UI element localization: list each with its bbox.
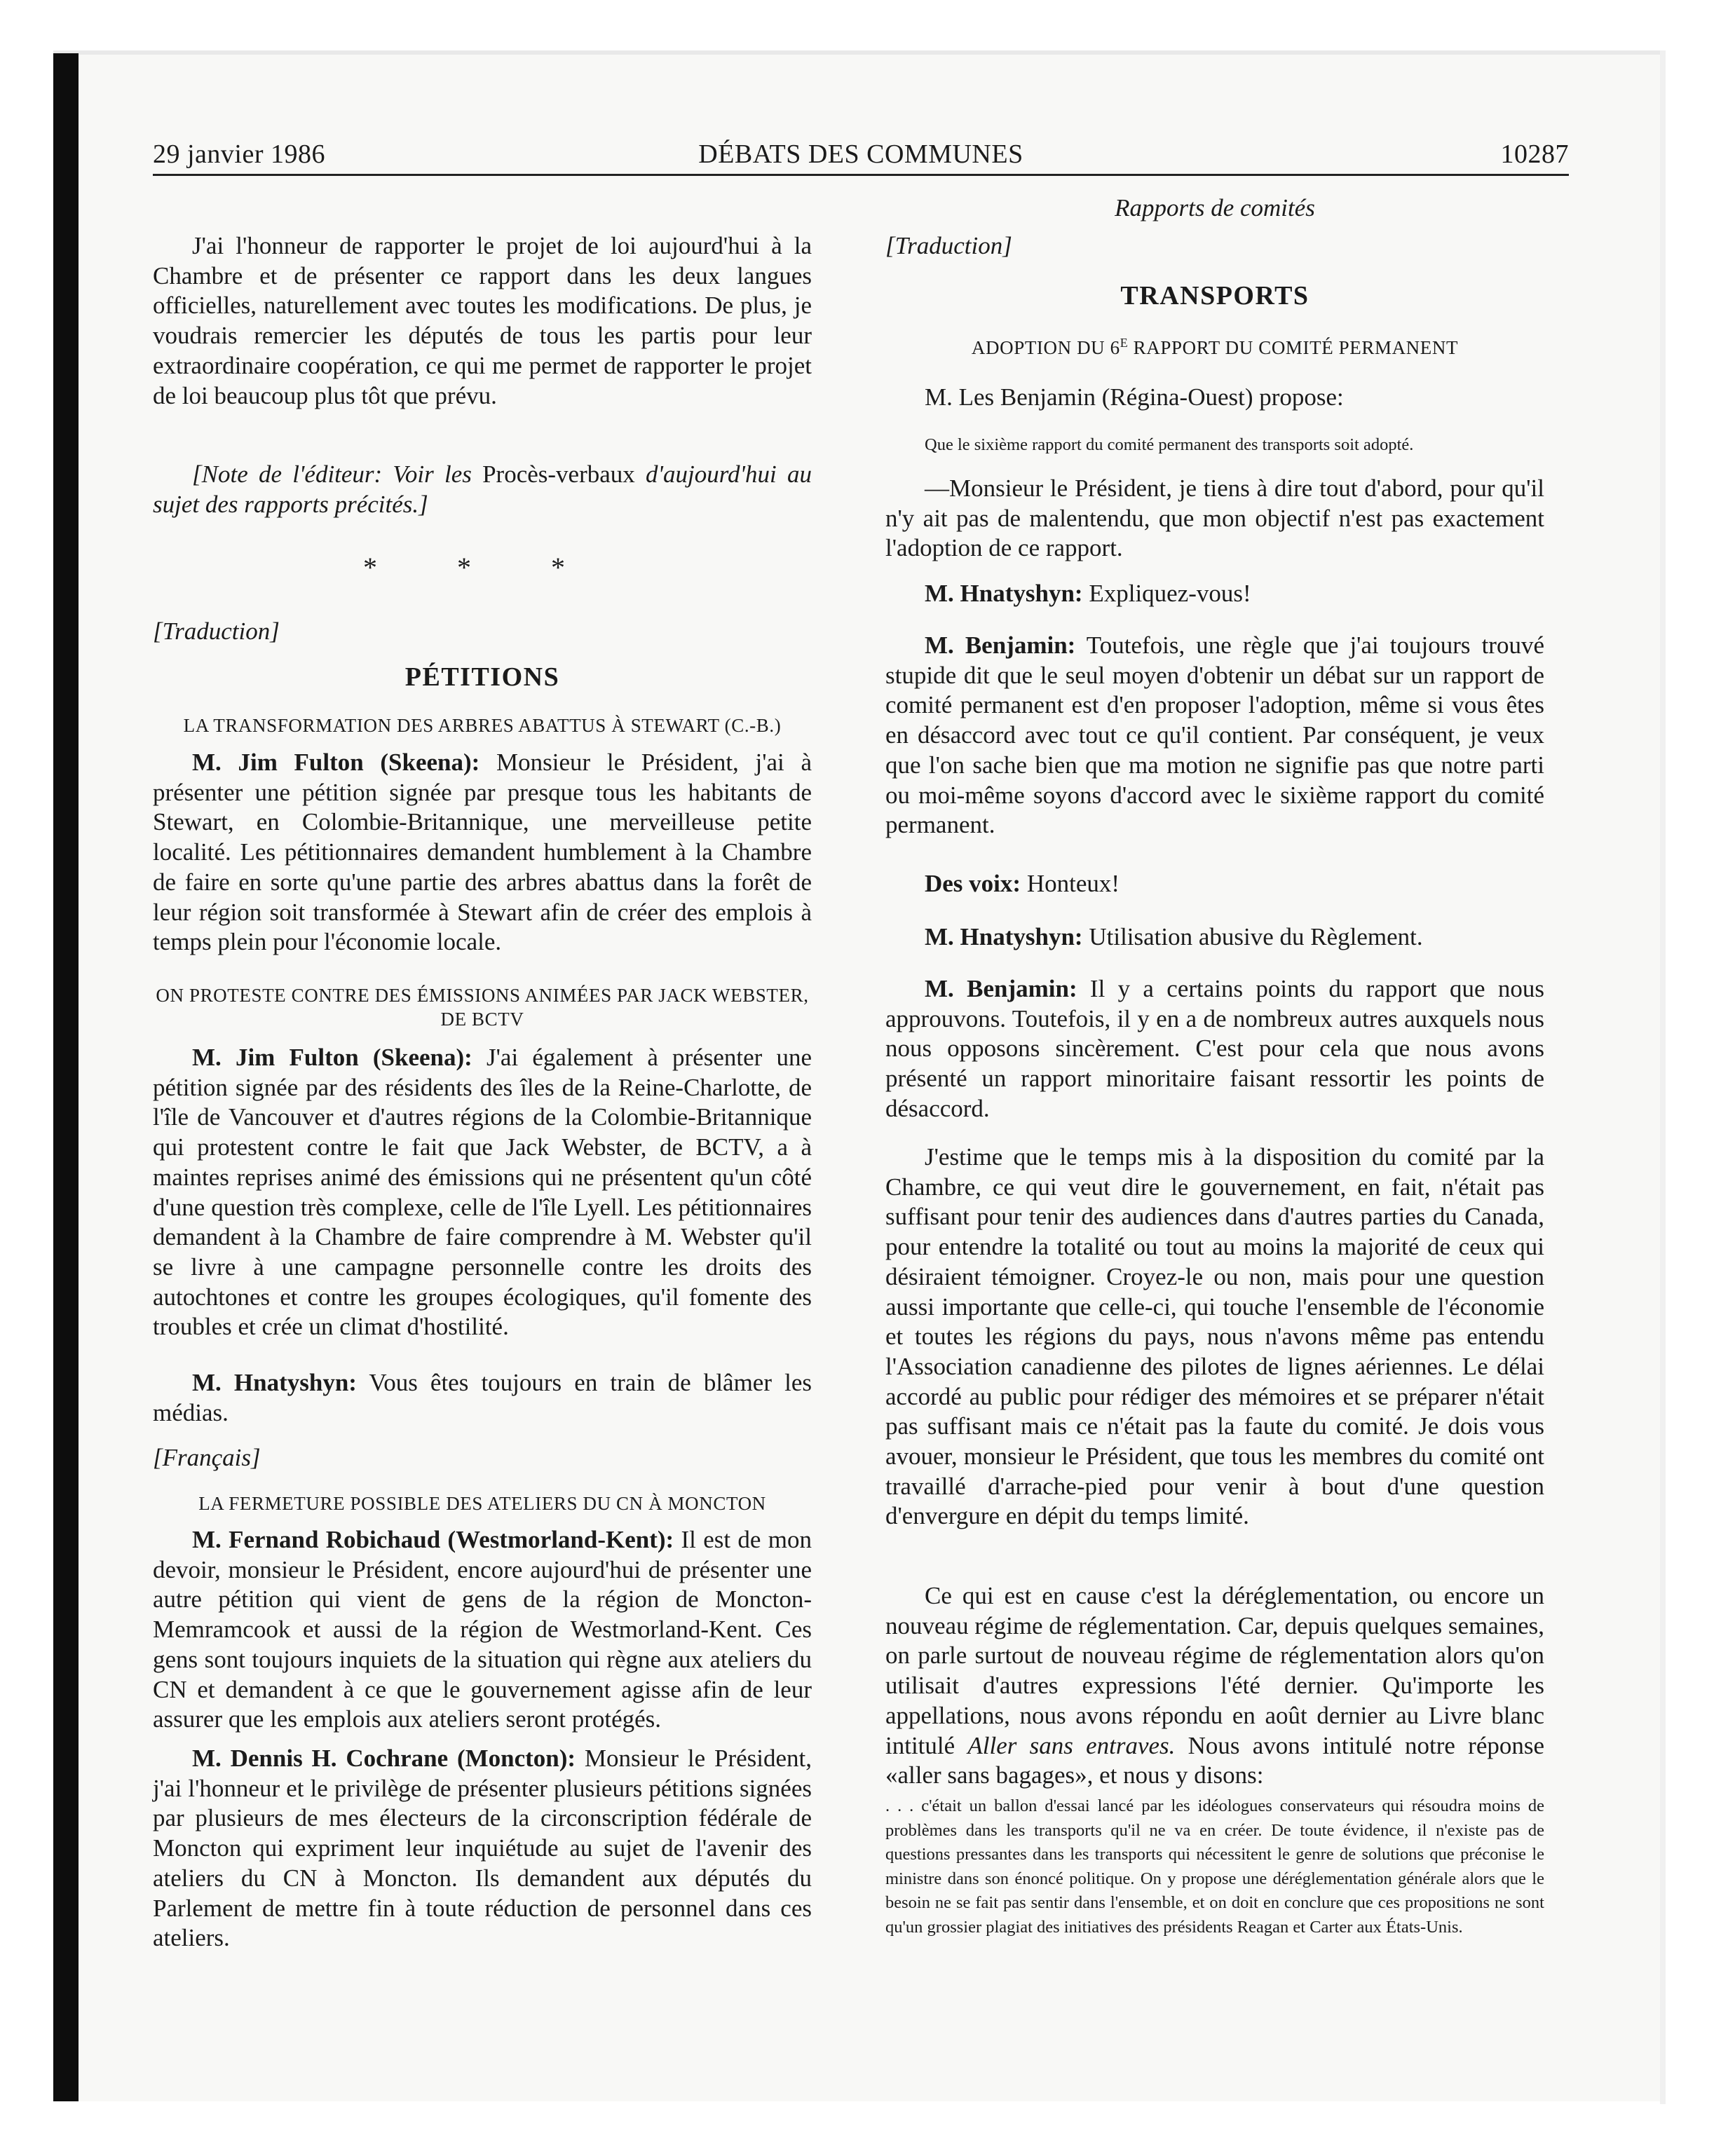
benjamin-paragraph-2: J'estime que le temps mis à la disposition du comité par la Chambre, ce qui veut dire le gouvernement, en fait, n'était pas suffisant pour tenir des audiences dans d'autres parties du Canada, pour entendre la totalité ou tout au moins la majorité de ceux qui désiraient témoigner. Croyez-le ou non, mais pour une question aussi importante que celle-ci, qui touche l'ensemble de l'économie et toutes les régions du pays, nous n'avons même pas entendu l'Association canadienne des pilotes de lignes aériennes. Le délai accordé au public pour rédiger des mémoires et se préparer n'était pas suffisant mais ce n'était pas la faute du comité. Je dois vous avouer, monsieur le Président, que tous les membres du comité ont travaillé d'arrache-pied pour venir à bout d'une question d'envergure en dépit du temps limité. xyxy=(885,1143,1544,1530)
speech-text: Monsieur le Président, j'ai à présenter une pétition signée par presque tous les habitants de Stewart, en Colombie-Britannique, une merveilleuse petite localité. Les pétitionnaires demandent humblement à la Chambre de faire en sorte qu'une partie des arbres abattus dans la forêt de leur région soit transformée à Stewart afin de créer des emplois à temps plein pour l'économie locale. xyxy=(153,749,812,956)
speaker-voices: Des voix: xyxy=(925,870,1021,897)
adoption-b: RAPPORT DU COMITÉ PERMANENT xyxy=(1128,337,1459,358)
speech-hnatyshyn-1 xyxy=(885,579,1544,609)
motion-intro: M. Les Benjamin (Régina-Ouest) propose: xyxy=(925,383,1344,411)
petitions-heading: PÉTITIONS xyxy=(404,662,560,692)
speech-voices xyxy=(885,869,1544,899)
speaker-hnatyshyn: M. Hnatyshyn: xyxy=(925,580,1083,607)
speaker-fulton: M. Jim Fulton (Skeena): xyxy=(192,1044,472,1071)
translation-tag: [Traduction] xyxy=(885,232,1012,259)
speech-text: Il est de mon devoir, monsieur le Président, encore aujourd'hui de présenter une autre pétition qui vient de gens de la région de Moncton-Memramcook et aussi de la région de Westmorland-Kent. Ces gens sont toujours inquiets de la situation qui règne aux ateliers du CN et demandent à ce que le gouvernement agisse afin de leur assurer que les emplois aux ateliers seront protégés. xyxy=(153,1526,812,1733)
speech-text: Il y a certains points du rapport que nous approuvons. Toutefois, il y en a de nombreux autres auxquels nous nous opposons sincèrement. C'est pour cela que nous avons présenté un rapport minoritaire faisant ressortir les points de désaccord. xyxy=(885,975,1544,1122)
speech-text: Vous êtes toujours en train de blâmer les médias. xyxy=(153,1369,812,1426)
speaker-benjamin: M. Benjamin: xyxy=(925,632,1076,659)
editor-note-proces-verbaux: Procès-verbaux xyxy=(482,460,635,488)
speech-text: Utilisation abusive du Règlement. xyxy=(1082,923,1423,950)
section-separator: * * * xyxy=(363,552,601,583)
adoption-a: ADOPTION DU 6 xyxy=(971,337,1120,358)
quotation-block: . . . c'était un ballon d'essai lancé par les idéologues conservateurs qui résoudra moins de problèmes dans les transports qu'il ne va en créer. De toute évidence, il n'existe pas de questions pressantes dans les transports qui nécessitent le genre de solutions que préconise le ministre dans son énoncé politique. On y propose une déréglementation générale alors que le besoin ne se fait pas sentir dans l'ensemble, et on doit en conclure que ces propositions ne sont qu'un grossier plagiat des initiatives des présidents Reagan et Carter aux États-Unis. xyxy=(885,1796,1544,1937)
speaker-benjamin: M. Benjamin: xyxy=(925,975,1077,1002)
speech-fulton-webster xyxy=(153,1043,812,1342)
speech-text: Monsieur le Président, j'ai l'honneur et le privilège de présenter plusieurs pétitions signées par plusieurs de mes électeurs de la circonscription fédérale de Moncton qui expriment leur inquiétude au sujet de l'avenir des ateliers du CN à Moncton. Ils demandent aux députés du Parlement de mettre fin à toute réduction de personnel dans ces ateliers. xyxy=(153,1745,812,1952)
francais-tag: [Français] xyxy=(153,1444,261,1471)
benjamin-paragraph-1: —Monsieur le Président, je tiens à dire tout d'abord, pour qu'il n'y ait pas de malentendu, que mon objectif n'est pas exactement l'adoption de ce rapport. xyxy=(885,475,1544,562)
speech-text: Toutefois, une règle que j'ai toujours trouvé stupide dit que le seul moyen d'obtenir un débat sur un rapport de comité permanent est d'en proposer l'adoption, même si vous êtes en désaccord avec tout ce qu'il contient. Par conséquent, je veux que l'on sache bien que ma motion ne signifie pas que notre parti ou moi-même soyons d'accord avec le sixième rapport du comité permanent. xyxy=(885,632,1544,839)
scan-border-right xyxy=(1660,50,1666,2104)
speaker-hnatyshyn: M. Hnatyshyn: xyxy=(192,1369,357,1396)
editor-note-a: [Note de l'éditeur: Voir les xyxy=(192,460,483,488)
header-page-number: 10287 xyxy=(1500,139,1569,169)
opening-paragraph: J'ai l'honneur de rapporter le projet de loi aujourd'hui à la Chambre et de présenter ce rapport dans les deux langues officielles, naturellement avec toutes les modifications. De plus, je voudrais remercier les députés de tous les partis pour leur extraordinaire coopération, ce qui me permet de rapporter le projet de loi beaucoup plus tôt que prévu. xyxy=(153,232,812,409)
translation-tag: [Traduction] xyxy=(153,618,280,645)
speech-text: Honteux! xyxy=(1021,870,1120,897)
speech-hnatyshyn xyxy=(153,1368,812,1428)
speaker-hnatyshyn: M. Hnatyshyn: xyxy=(925,923,1083,950)
subheading-stewart: LA TRANSFORMATION DES ARBRES ABATTUS À STEWART (C.-B.) xyxy=(183,715,782,736)
speech-benjamin-2 xyxy=(885,974,1544,1124)
speech-fulton-stewart xyxy=(153,748,812,957)
scan-binding-edge xyxy=(53,53,79,2101)
editor-note xyxy=(153,460,812,519)
para3-a: Ce qui est en cause c'est la déréglementation, ou encore un nouveau régime de réglementation. Car, depuis quelques semaines, on parle surtout de nouveau régime de réglementation alors qu'on utilisait d'autres expressions l'été dernier. Qu'importe les appellations, nous avons répondu en août dernier au Livre blanc intitulé xyxy=(885,1582,1544,1759)
para3-c: Nous avons intitulé notre réponse «aller sans bagages», et nous y disons: xyxy=(885,1731,1545,1789)
header-title: DÉBATS DES COMMUNES xyxy=(698,139,1023,169)
motion-text: Que le sixième rapport du comité permanent des transports soit adopté. xyxy=(925,435,1414,454)
speech-text: J'ai également à présenter une pétition signée par des résidents des îles de la Reine-Charlotte, de l'île de Vancouver et d'autres régions de la Colombie-Britannique qui protestent contre le fait que Jack Webster, de BCTV, a à maintes reprises animé des émissions qui ne présentent qu'un côté d'une question très complexe, celle de l'île Lyell. Les pétitionnaires demandent à la Chambre de faire comprendre à M. Webster qu'il se livre à une campagne personnelle contre les droits des autochtones et contre les groupes écologiques, qu'il fomente des troubles et crée un climat d'hostilité. xyxy=(153,1044,812,1341)
white-paper-title: Aller sans entraves. xyxy=(967,1731,1176,1759)
transports-heading: TRANSPORTS xyxy=(1120,281,1309,311)
header-rule xyxy=(153,174,1569,176)
speech-text: Expliquez-vous! xyxy=(1082,580,1251,607)
benjamin-paragraph-3 xyxy=(885,1581,1544,1791)
subheading-moncton: LA FERMETURE POSSIBLE DES ATELIERS DU CN À MONCTON xyxy=(198,1493,766,1514)
adoption-sup: E xyxy=(1120,336,1129,350)
subheading-webster: ON PROTESTE CONTRE DES ÉMISSIONS ANIMÉES PAR JACK WEBSTER, DE BCTV xyxy=(156,985,809,1030)
running-head: Rapports de comités xyxy=(1115,194,1315,221)
speaker-fulton: M. Jim Fulton (Skeena): xyxy=(192,749,480,776)
speech-hnatyshyn-2 xyxy=(885,922,1544,953)
speech-robichaud xyxy=(153,1525,812,1735)
speaker-robichaud: M. Fernand Robichaud (Westmorland-Kent): xyxy=(192,1526,674,1553)
speaker-cochrane: M. Dennis H. Cochrane (Moncton): xyxy=(192,1745,576,1772)
speech-benjamin-1 xyxy=(885,631,1544,840)
page-header xyxy=(153,139,1569,177)
header-date: 29 janvier 1986 xyxy=(153,139,326,169)
subheading-adoption xyxy=(885,331,1544,360)
speech-cochrane xyxy=(153,1744,812,1953)
editor-note-c: d'aujourd'hui au sujet des rapports précités.] xyxy=(153,460,812,518)
